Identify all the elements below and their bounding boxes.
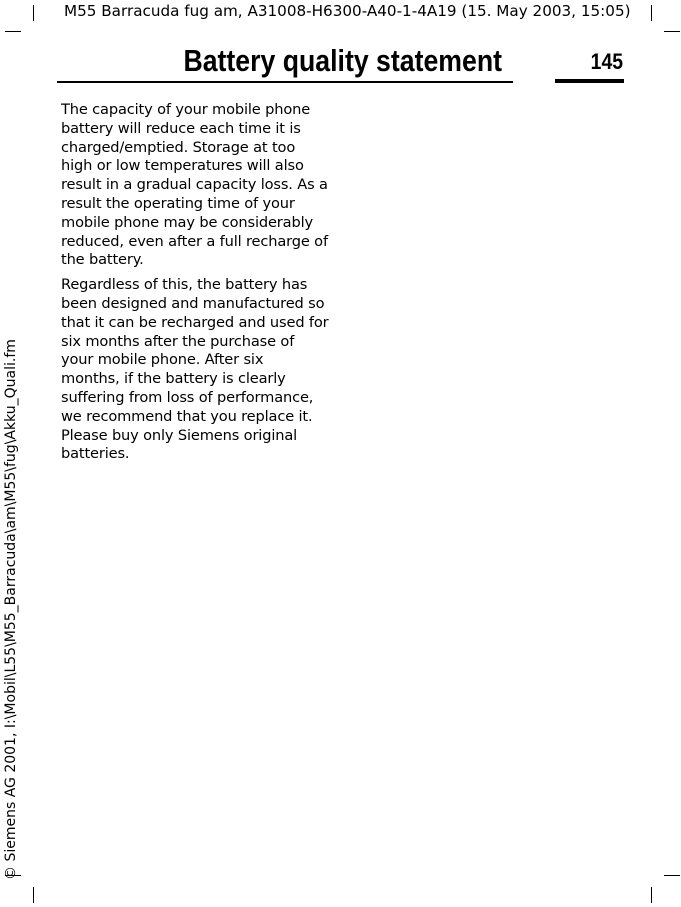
text-line: six months after the purchase of xyxy=(61,332,295,350)
copyright-file-path: © Siemens AG 2001, I:\Mobil\L55\M55_Barracuda\am\M55\fug\Akku_Quali.fm xyxy=(3,339,19,880)
text-line: Regardless of this, the battery has xyxy=(61,276,308,294)
text-line: we recommend that you replace it. xyxy=(61,407,313,425)
text-line: The capacity of your mobile phone xyxy=(61,101,311,118)
paragraph-recommendation xyxy=(61,276,329,464)
text-line: that it can be recharged and used for xyxy=(61,313,329,331)
paragraph-capacity xyxy=(61,101,326,270)
text-line: charged/emptied. Storage at too xyxy=(61,138,296,156)
text-line: result the operating time of your xyxy=(61,194,295,212)
text-line: been designed and manufactured so xyxy=(61,294,325,312)
text-line: batteries. xyxy=(61,445,130,463)
crop-mark-top-right-horizontal xyxy=(664,31,680,32)
body-text xyxy=(61,101,329,470)
crop-mark-bottom-right-vertical xyxy=(651,887,652,903)
crop-mark-bottom-left-vertical xyxy=(33,887,34,903)
text-line: reduced, even after a full recharge of xyxy=(61,232,328,250)
crop-mark-top-right-vertical xyxy=(651,5,652,21)
text-line: suffering from loss of performance, xyxy=(61,388,314,406)
crop-mark-bottom-right-horizontal xyxy=(664,875,680,876)
text-line: months, if the battery is clearly xyxy=(61,370,286,388)
text-line: battery will reduce each time it is xyxy=(61,119,301,137)
crop-mark-top-left-horizontal xyxy=(5,31,21,32)
page-title: Battery quality statement xyxy=(183,43,503,78)
page-number-underline xyxy=(555,79,624,83)
text-line: the battery. xyxy=(61,251,144,269)
crop-mark-top-left-vertical xyxy=(33,5,34,21)
text-line: Please buy only Siemens original xyxy=(61,426,298,444)
title-underline xyxy=(57,81,513,83)
page-number: 145 xyxy=(590,49,623,74)
text-line: mobile phone may be considerably xyxy=(61,213,313,231)
text-line: result in a gradual capacity loss. As a xyxy=(61,176,328,194)
file-info-header: M55 Barracuda fug am, A31008-H6300-A40-1-4A19 (15. May 2003, 15:05) xyxy=(64,2,631,20)
text-line: your mobile phone. After six xyxy=(61,351,264,369)
text-line: high or low temperatures will also xyxy=(61,157,304,175)
